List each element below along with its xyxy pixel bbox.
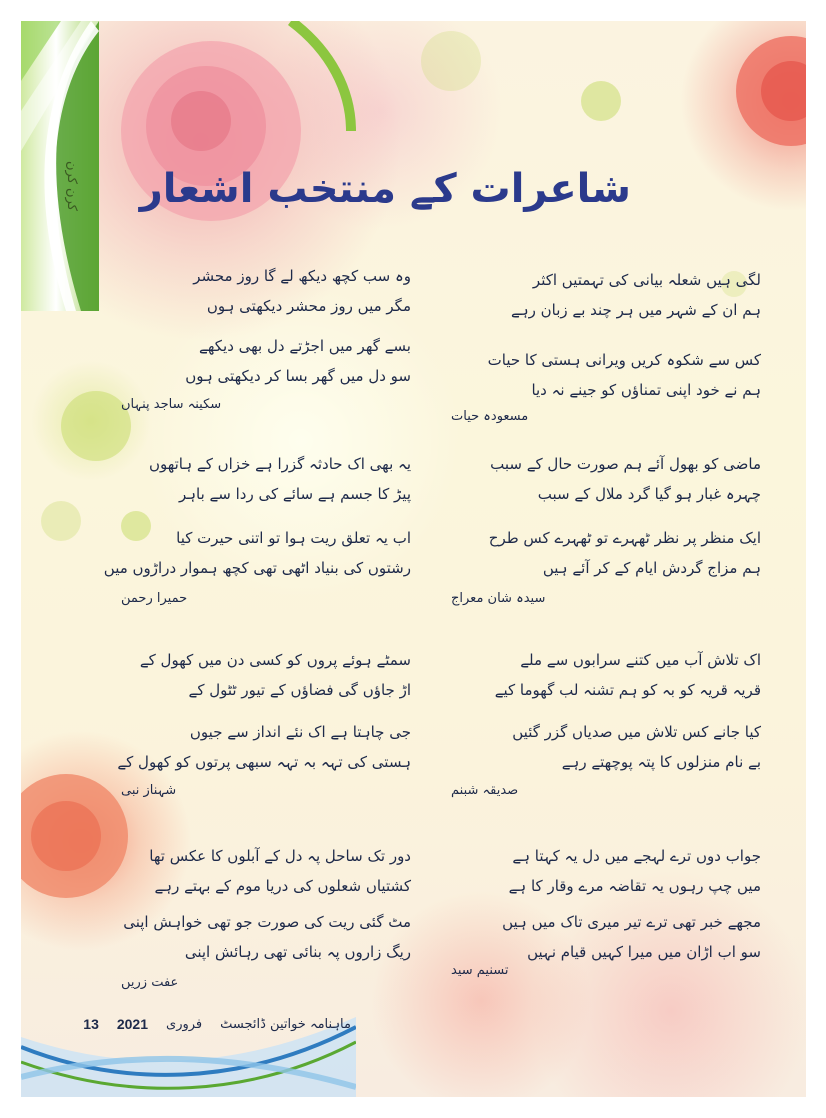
verse-line: چہرہ غبار ہو گیا گرد ملال کے سبب (537, 485, 761, 503)
verse-line: پیڑ کا جسم ہے سائے کی ردا سے باہر (178, 485, 411, 503)
poem-stanza (481, 345, 761, 405)
verse-line: میں چپ رہوں یہ تقاضہ مرے وقار کا ہے (508, 877, 761, 895)
poem-stanza (121, 645, 411, 705)
verse-line: اڑ جاؤں گی فضاؤں کے تیور ٹٹول کے (188, 681, 411, 699)
poet-name: تسنیم سید (451, 963, 509, 978)
verse-line: رشتوں کی بنیاد اٹھی تھی کچھ ہموار دراڑوں میں (103, 559, 411, 577)
bokeh-dot (421, 31, 481, 91)
verse-line: دور تک ساحل پہ دل کے آبلوں کا عکس تھا (149, 847, 411, 865)
verse-line: ریگ زاروں پہ بنائی تھی رہائش اپنی (184, 943, 411, 961)
poem-stanza (121, 331, 411, 391)
poet-name: حمیرا رحمن (121, 591, 188, 606)
poem-stanza (121, 449, 411, 509)
issue-year: 2021 (116, 1016, 149, 1032)
verse-line: ہم نے خود اپنی تمناؤں کو جینے نہ دیا (531, 381, 761, 399)
poem-stanza (471, 449, 761, 509)
poem-stanza (481, 265, 761, 325)
verse-line: ہم ان کے شہر میں ہر چند بے زبان رہے (511, 301, 761, 319)
page-title: شاعرات کے منتخب اشعار (139, 166, 631, 212)
side-decoration (21, 21, 99, 311)
verse-line: سمٹے ہوئے پروں کو کسی دن میں کھول کے (139, 651, 411, 669)
verse-line: ہستی کی تہہ بہ تہہ سبھی پرتوں کو کھول کے (117, 753, 411, 771)
verse-line: ماضی کو بھول آئے ہم صورت حال کے سبب (490, 455, 761, 473)
poem-stanza (471, 717, 761, 777)
footer-info (83, 1013, 351, 1035)
poet-name: سیدہ شان معراج (451, 591, 546, 606)
verse-line: وہ سب کچھ دیکھ لے گا روز محشر (193, 267, 411, 285)
poet-name: شہناز نبی (121, 783, 177, 798)
poet-name: صدیقہ شبنم (451, 783, 519, 798)
poem-stanza (461, 841, 761, 901)
poem-stanza (117, 717, 411, 777)
poem-stanza (471, 645, 761, 705)
verse-line: اک تلاش آب میں کتنے سرابوں سے ملے (520, 651, 761, 669)
verse-line: یہ بھی اک حادثہ گزرا ہے خزاں کے ہاتھوں (148, 455, 411, 473)
poet-name: عفت زریں (121, 975, 179, 990)
page-footer (21, 1007, 356, 1097)
verse-line: کشتیاں شعلوں کی دریا موم کے بہتے رہے (154, 877, 411, 895)
magazine-page (21, 21, 806, 1097)
magazine-name: ماہنامہ خواتین ڈائجسٹ (220, 1016, 351, 1032)
verse-line: ایک منظر پر نظر ٹھہرے تو ٹھہرے کس طرح (488, 529, 761, 547)
poem-stanza (103, 523, 411, 583)
poem-stanza (461, 907, 761, 967)
verse-line: لگی ہیں شعلہ بیانی کی تہمتیں اکثر (532, 271, 761, 289)
poem-stanza (121, 841, 411, 901)
verse-line: مگر میں روز محشر دیکھتی ہوں (206, 297, 411, 315)
issue-month: فروری (166, 1016, 203, 1032)
bokeh-dot (41, 501, 81, 541)
verse-line: مٹ گئی ریت کی صورت جو تھی خواہش اپنی (123, 913, 411, 931)
verse-line: ہم مزاج گردش ایام کے کر آئے ہیں (542, 559, 761, 577)
verse-line: قریہ قریہ کو بہ کو ہم تشنہ لب گھوما کیے (494, 681, 761, 699)
verse-line: بے نام منزلوں کا پتہ پوچھتے رہے (561, 753, 761, 771)
poem-stanza (121, 907, 411, 967)
verse-line: جواب دوں ترے لہجے میں دل یہ کہتا ہے (512, 847, 761, 865)
verse-line: سو اب اڑان میں میرا کہیں قیام نہیں (527, 943, 761, 961)
verse-line: اب یہ تعلق ریت ہوا تو اتنی حیرت کیا (176, 529, 411, 547)
poem-stanza (471, 523, 761, 583)
verse-line: کیا جانے کس تلاش میں صدیاں گزر گئیں (512, 723, 761, 741)
poet-name: سکینہ ساجد پنہاں (121, 397, 222, 412)
rose-icon (101, 21, 401, 281)
bokeh-dot (581, 81, 621, 121)
verse-line: مجھے خبر تھی ترے تیر میری تاک میں ہیں (502, 913, 761, 931)
rose-icon (736, 21, 806, 171)
poet-name: مسعودہ حیات (451, 409, 529, 424)
section-label: کرن کرن (64, 161, 79, 211)
verse-line: بسے گھر میں اجڑتے دل بھی دیکھے (199, 337, 411, 355)
verse-line: سو دل میں گھر بسا کر دیکھتی ہوں (185, 367, 411, 385)
poem-stanza (121, 261, 411, 321)
verse-line: کس سے شکوہ کریں ویرانی ہستی کا حیات (487, 351, 761, 369)
page-number: 13 (83, 1016, 99, 1032)
verse-line: جی چاہتا ہے اک نئے انداز سے جیوں (189, 723, 411, 741)
